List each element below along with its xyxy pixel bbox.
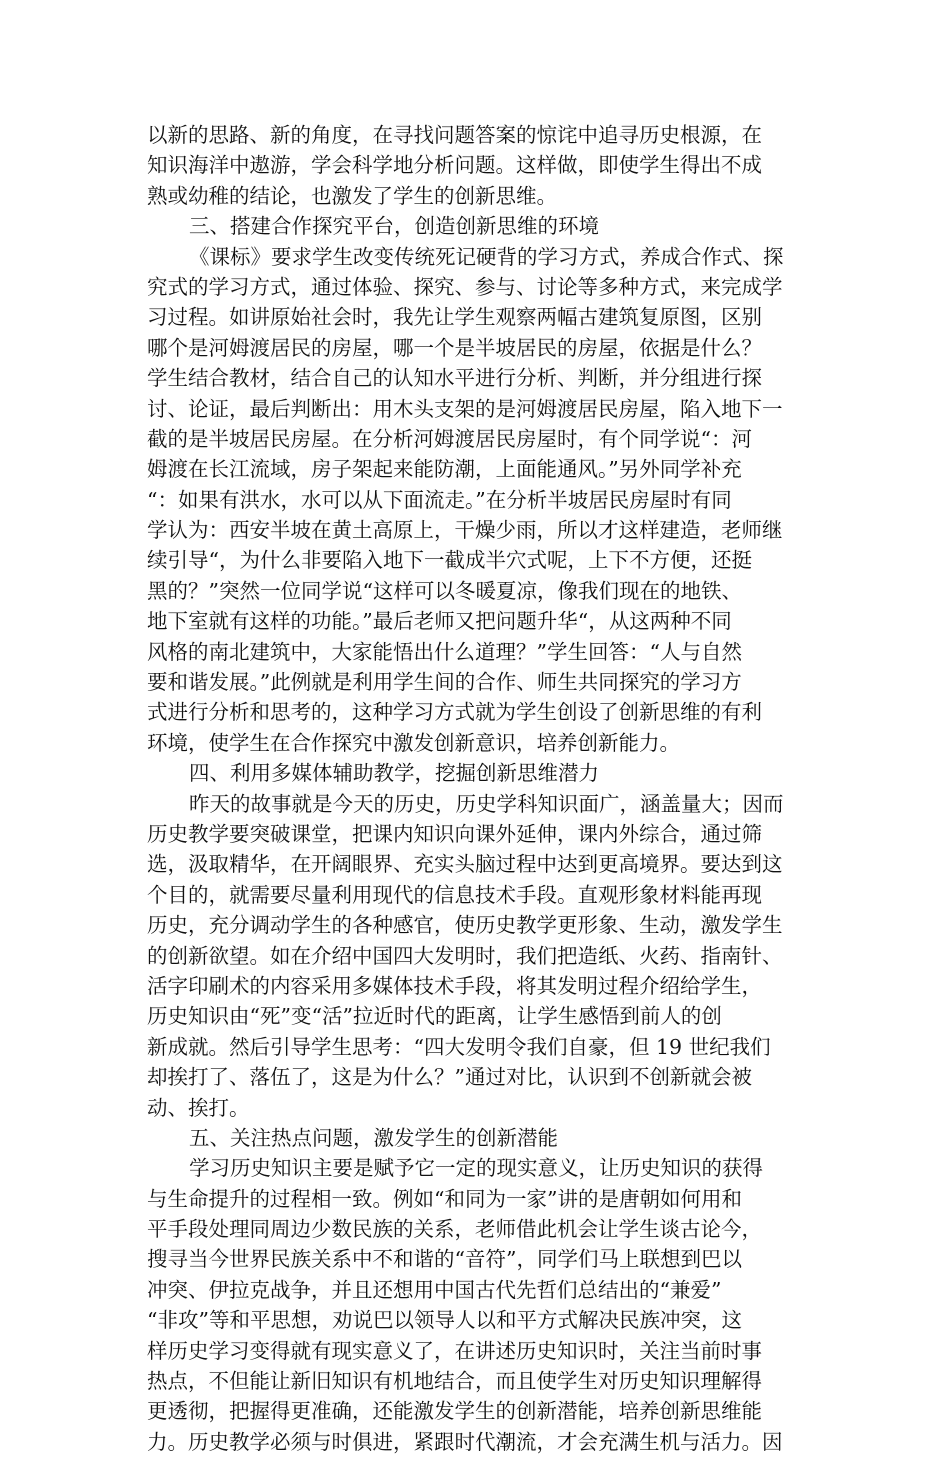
section-heading <box>147 1123 807 1153</box>
paragraph <box>147 1153 807 1457</box>
paragraph-line: 续引导“，为什么非要陷入地下一截成半穴式呢，上下不方便，还挺 <box>147 548 752 573</box>
paragraph-line: 却挨打了、落伍了，这是为什么？”通过对比，认识到不创新就会被 <box>147 1065 752 1090</box>
paragraph-line: 地下室就有这样的功能。”最后老师又把问题升华“，从这两种不同 <box>147 609 732 634</box>
paragraph-line: 与生命提升的过程相一致。例如“和同为一家”讲的是唐朝如何用和 <box>147 1186 742 1211</box>
paragraph-line: 知识海洋中遨游，学会科学地分析问题。这样做，即使学生得出不成 <box>147 153 762 178</box>
paragraph-line: 的创新欲望。如在介绍中国四大发明时，我们把造纸、火药、指南针、 <box>147 943 783 968</box>
paragraph <box>147 789 807 1123</box>
paragraph-line: 环境，使学生在合作探究中激发创新意识，培养创新能力。 <box>147 730 680 755</box>
paragraph-line: 更透彻，把握得更准确，还能激发学生的创新潜能，培养创新思维能 <box>147 1399 762 1424</box>
heading-text: 三、搭建合作探究平台，创造创新思维的环境 <box>189 214 599 239</box>
paragraph-line: “：如果有洪水，水可以从下面流走。”在分析半坡居民房屋时有同 <box>147 487 732 512</box>
paragraph-line: 平手段处理同周边少数民族的关系，老师借此机会让学生谈古论今， <box>147 1217 762 1242</box>
paragraph-line: 活字印刷术的内容采用多媒体技术手段，将其发明过程介绍给学生， <box>147 973 762 998</box>
paragraph-line: 冲突、伊拉克战争，并且还想用中国古代先哲们总结出的“兼爱” <box>147 1277 722 1302</box>
paragraph-line: 以新的思路、新的角度，在寻找问题答案的惊诧中追寻历史根源，在 <box>147 123 762 147</box>
paragraph-line: 历史，充分调动学生的各种感官，使历史教学更形象、生动，激发学生 <box>147 913 783 938</box>
paragraph-line: 新成就。然后引导学生思考：“四大发明令我们自豪，但 19 世纪我们 <box>147 1034 771 1059</box>
heading-text: 四、利用多媒体辅助教学，挖掘创新思维潜力 <box>189 761 599 786</box>
paragraph-line: 式进行分析和思考的，这种学习方式就为学生创设了创新思维的有利 <box>147 700 762 725</box>
paragraph-line: 昨天的故事就是今天的历史，历史学科知识面广，涵盖量大；因而 <box>189 791 784 816</box>
paragraph-line: 哪个是河姆渡居民的房屋，哪一个是半坡居民的房屋，依据是什么？ <box>147 335 762 360</box>
paragraph-line: 熟或幼稚的结论，也激发了学生的创新思维。 <box>147 183 557 208</box>
paragraph-line: 样历史学习变得就有现实意义了，在讲述历史知识时，关注当前时事 <box>147 1338 762 1363</box>
paragraph-line: 学认为：西安半坡在黄土高原上，干燥少雨，所以才这样建造，老师继 <box>147 518 783 543</box>
paragraph-line: 要和谐发展。”此例就是利用学生间的合作、师生共同探究的学习方 <box>147 670 742 695</box>
paragraph-line: 黑的？”突然一位同学说“这样可以冬暖夏凉，像我们现在的地铁、 <box>147 578 742 603</box>
paragraph-line: 习过程。如讲原始社会时，我先让学生观察两幅古建筑复原图，区别 <box>147 305 762 330</box>
paragraph-line: 力。历史教学必须与时俱进，紧跟时代潮流，才会充满生机与活力。因 <box>147 1429 783 1454</box>
paragraph-line: 搜寻当今世界民族关系中不和谐的“音符”，同学们马上联想到巴以 <box>147 1247 742 1272</box>
paragraph-line: 动、挨打。 <box>147 1095 250 1120</box>
paragraph-line: 风格的南北建筑中，大家能悟出什么道理？”学生回答：“人与自然 <box>147 639 742 664</box>
paragraph-line: 讨、论证，最后判断出：用木头支架的是河姆渡居民房屋，陷入地下一 <box>147 396 783 421</box>
heading-text: 五、关注热点问题，激发学生的创新潜能 <box>189 1125 558 1150</box>
paragraph <box>147 120 807 211</box>
paragraph-line: “非攻”等和平思想，劝说巴以领导人以和平方式解决民族冲突，这 <box>147 1308 742 1333</box>
paragraph-line: 姆渡在长江流域，房子架起来能防潮，上面能通风。”另外同学补充 <box>147 457 742 482</box>
paragraph-line: 《课标》要求学生改变传统死记硬背的学习方式，养成合作式、探 <box>189 244 784 269</box>
document-body <box>147 120 807 1457</box>
paragraph <box>147 242 807 759</box>
paragraph-line: 究式的学习方式，通过体验、探究、参与、讨论等多种方式，来完成学 <box>147 274 783 299</box>
paragraph-line: 历史教学要突破课堂，把课内知识向课外延伸，课内外综合，通过筛 <box>147 821 762 846</box>
paragraph-line: 历史知识由“死”变“活”拉近时代的距离，让学生感悟到前人的创 <box>147 1004 722 1029</box>
paragraph-line: 学生结合教材，结合自己的认知水平进行分析、判断，并分组进行探 <box>147 366 762 391</box>
paragraph-line: 选，汲取精华，在开阔眼界、充实头脑过程中达到更高境界。要达到这 <box>147 852 783 877</box>
paragraph-line: 热点，不但能让新旧知识有机地结合，而且使学生对历史知识理解得 <box>147 1369 762 1394</box>
section-heading <box>147 758 807 788</box>
paragraph-line: 截的是半坡居民房屋。在分析河姆渡居民房屋时，有个同学说“：河 <box>147 426 752 451</box>
section-heading <box>147 211 807 241</box>
paragraph-line: 学习历史知识主要是赋予它一定的现实意义，让历史知识的获得 <box>189 1156 763 1181</box>
paragraph-line: 个目的，就需要尽量利用现代的信息技术手段。直观形象材料能再现 <box>147 882 762 907</box>
